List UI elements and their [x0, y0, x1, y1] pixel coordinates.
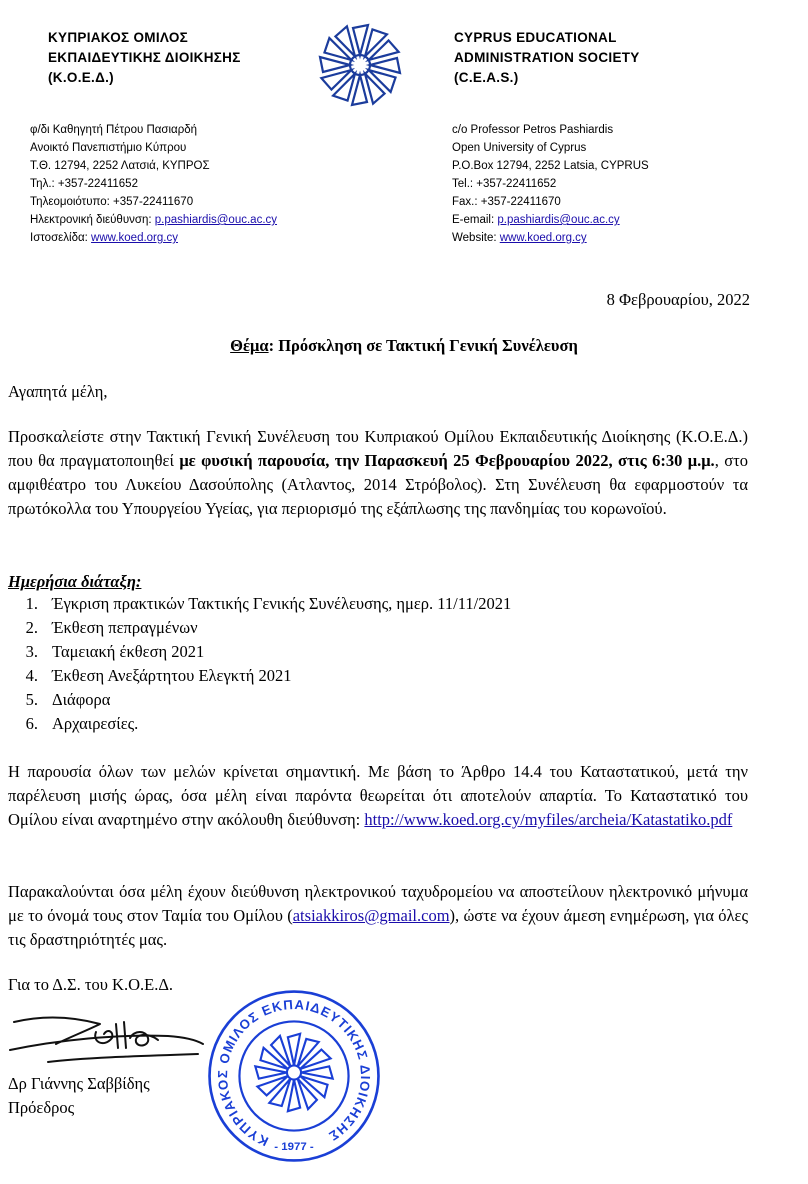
email-link[interactable]: p.pashiardis@ouc.ac.cy	[154, 214, 278, 226]
english-org-line: ADMINISTRATION SOCIETY	[454, 50, 640, 65]
english-org-line: CYPRUS EDUCATIONAL	[454, 30, 617, 45]
agenda-item	[8, 688, 511, 712]
agenda-text: Διάφορα	[52, 690, 111, 709]
contact-line: φ/δι Καθηγητή Πέτρου Πασιαρδή	[30, 124, 198, 136]
contact-greek	[30, 121, 277, 247]
closing-for-text: Για το Δ.Σ. του Κ.Ο.Ε.Δ.	[8, 975, 174, 994]
signature-icon	[8, 1004, 208, 1070]
contact-fax: Fax.: +357-22411670	[452, 196, 561, 208]
email-link[interactable]: p.pashiardis@ouc.ac.cy	[497, 214, 620, 226]
agenda-text: Έκθεση πεπραγμένων	[52, 618, 198, 637]
agenda-num: 5.	[25, 690, 38, 709]
agenda-num: 6.	[25, 714, 38, 733]
contact-line: Open University of Cyprus	[452, 142, 587, 154]
agenda-item	[8, 640, 511, 664]
quorum-paragraph	[8, 760, 748, 832]
contact-web-row	[452, 229, 649, 247]
agenda-item	[8, 616, 511, 640]
statute-link[interactable]: http://www.koed.org.cy/myfiles/archeia/Katastatiko.pdf	[364, 810, 733, 829]
agenda-heading: Ημερήσια διάταξη:	[8, 572, 142, 591]
email-paragraph	[8, 880, 748, 952]
agenda-num: 4.	[25, 666, 38, 685]
subject-text: : Πρόσκληση σε Τακτική Γενική Συνέλευση	[268, 336, 578, 355]
greek-org-line: (Κ.Ο.Ε.Δ.)	[48, 70, 114, 85]
agenda-text: Ταμειακή έκθεση 2021	[52, 642, 205, 661]
official-stamp-icon	[206, 988, 382, 1164]
signatory-block	[8, 1072, 150, 1120]
society-logo-icon	[312, 20, 408, 110]
english-org-name	[454, 28, 640, 88]
agenda-item	[8, 712, 511, 736]
closing-for	[8, 973, 173, 997]
greek-org-line: ΕΚΠΑΙΔΕΥΤΙΚΗΣ ΔΙΟΙΚΗΣΗΣ	[48, 50, 241, 65]
para-text: Η παρουσία όλων των μελών κρίνεται σημαντική. Με βάση το Άρθρο 14.4 του Καταστατικού, μετά την παρέλευση μισής ώρας, όσα μέλη είναι παρόντα θεωρείται ότι αποτελούν απαρτία. Το Καταστατικό του Ομίλου είναι αναρτημένο στην ακόλουθη διεύθυνση:	[8, 762, 748, 829]
contact-email-row	[452, 211, 649, 229]
subject-line	[0, 334, 808, 358]
subject-label: Θέμα	[230, 336, 269, 355]
invitation-paragraph	[8, 425, 748, 521]
contact-line: c/o Professor Petros Pashiardis	[452, 124, 614, 136]
contact-fax: Τηλεομοιότυπο: +357-22411670	[30, 196, 194, 208]
letter-date: 8 Φεβρουαρίου, 2022	[606, 290, 750, 309]
para-text: Προσκαλείστε στην Τακτική Γενική Συνέλευση του Κυπριακού Ομίλου Εκπαιδευτικής Διοίκησης (Κ.Ο.Ε.Δ.) που θα πραγματοποιηθεί	[8, 427, 748, 470]
contact-line: Τ.Θ. 12794, 2252 Λατσιά, ΚΥΠΡΟΣ	[30, 160, 210, 172]
contact-line: Ανοικτό Πανεπιστήμιο Κύπρου	[30, 142, 187, 154]
agenda-list	[8, 592, 511, 736]
meeting-details: με φυσική παρουσία, την Παρασκευή 25 Φεβρουαρίου 2022, στις 6:30 μ.μ.	[179, 451, 715, 470]
website-link[interactable]: www.koed.org.cy	[91, 232, 178, 244]
web-label: Website:	[452, 232, 500, 244]
contact-tel: Τηλ.: +357-22411652	[30, 178, 138, 190]
agenda-item	[8, 592, 511, 616]
agenda-num: 3.	[25, 642, 38, 661]
contact-email-row	[30, 211, 277, 229]
greek-org-line: ΚΥΠΡΙΑΚΟΣ ΟΜΙΛΟΣ	[48, 30, 189, 45]
web-label: Ιστοσελίδα:	[30, 232, 92, 244]
website-link[interactable]: www.koed.org.cy	[499, 232, 587, 244]
english-org-line: (C.E.A.S.)	[454, 70, 519, 85]
greek-org-name	[48, 28, 241, 88]
agenda-text: Έγκριση πρακτικών Τακτικής Γενικής Συνέλευσης, ημερ. 11/11/2021	[52, 594, 512, 613]
agenda-text: Αρχαιρεσίες.	[52, 714, 139, 733]
contact-line: P.O.Box 12794, 2252 Latsia, CYPRUS	[452, 160, 649, 172]
para-text: Παρακαλούνται όσα μέλη έχουν διεύθυνση ηλεκτρονικού ταχυδρομείου να αποστείλουν ηλεκτρονικό μήνυμα με το όνομά τους στον Ταμία του Ομίλου (	[8, 882, 748, 925]
para-text: , στο αμφιθέατρο του Λυκείου Δασούπολης (Ατλαντος, 2014 Στρόβολος). Στη Συνέλευση θα εφαρμοστούν τα πρωτόκολλα του Υπουργείου Υγείας, για περιορισμό της εξάπλωσης της πανδημίας του κορωνοϊού.	[8, 451, 748, 518]
para-text: ), ώστε να έχουν άμεση ενημέρωση, για όλες τις δραστηριότητές μας.	[8, 906, 749, 949]
agenda-text: Έκθεση Ανεξάρτητου Ελεγκτή 2021	[52, 666, 292, 685]
stamp-year: - 1977 -	[274, 1140, 314, 1153]
email-label: Ηλεκτρονική διεύθυνση:	[30, 214, 155, 226]
contact-english	[452, 121, 649, 247]
agenda-num: 2.	[25, 618, 38, 637]
agenda-item	[8, 664, 511, 688]
stamp-ring-text: ΚΥΠΡΙΑΚΟΣ ΟΜΙΛΟΣ ΕΚΠΑΙΔΕΥΤΙΚΗΣ ΔΙΟΙΚΗΣΗΣ	[215, 996, 374, 1150]
agenda-title	[8, 570, 141, 594]
greeting: Αγαπητά μέλη,	[8, 382, 108, 401]
contact-tel: Tel.: +357-22411652	[452, 178, 557, 190]
email-label: E-email:	[452, 214, 498, 226]
treasurer-email-link[interactable]: atsiakkiros@gmail.com	[292, 906, 450, 925]
signatory-name: Δρ Γιάννης Σαββίδης	[8, 1074, 150, 1093]
signatory-role: Πρόεδρος	[8, 1098, 75, 1117]
contact-web-row	[30, 229, 277, 247]
agenda-num: 1.	[25, 594, 38, 613]
